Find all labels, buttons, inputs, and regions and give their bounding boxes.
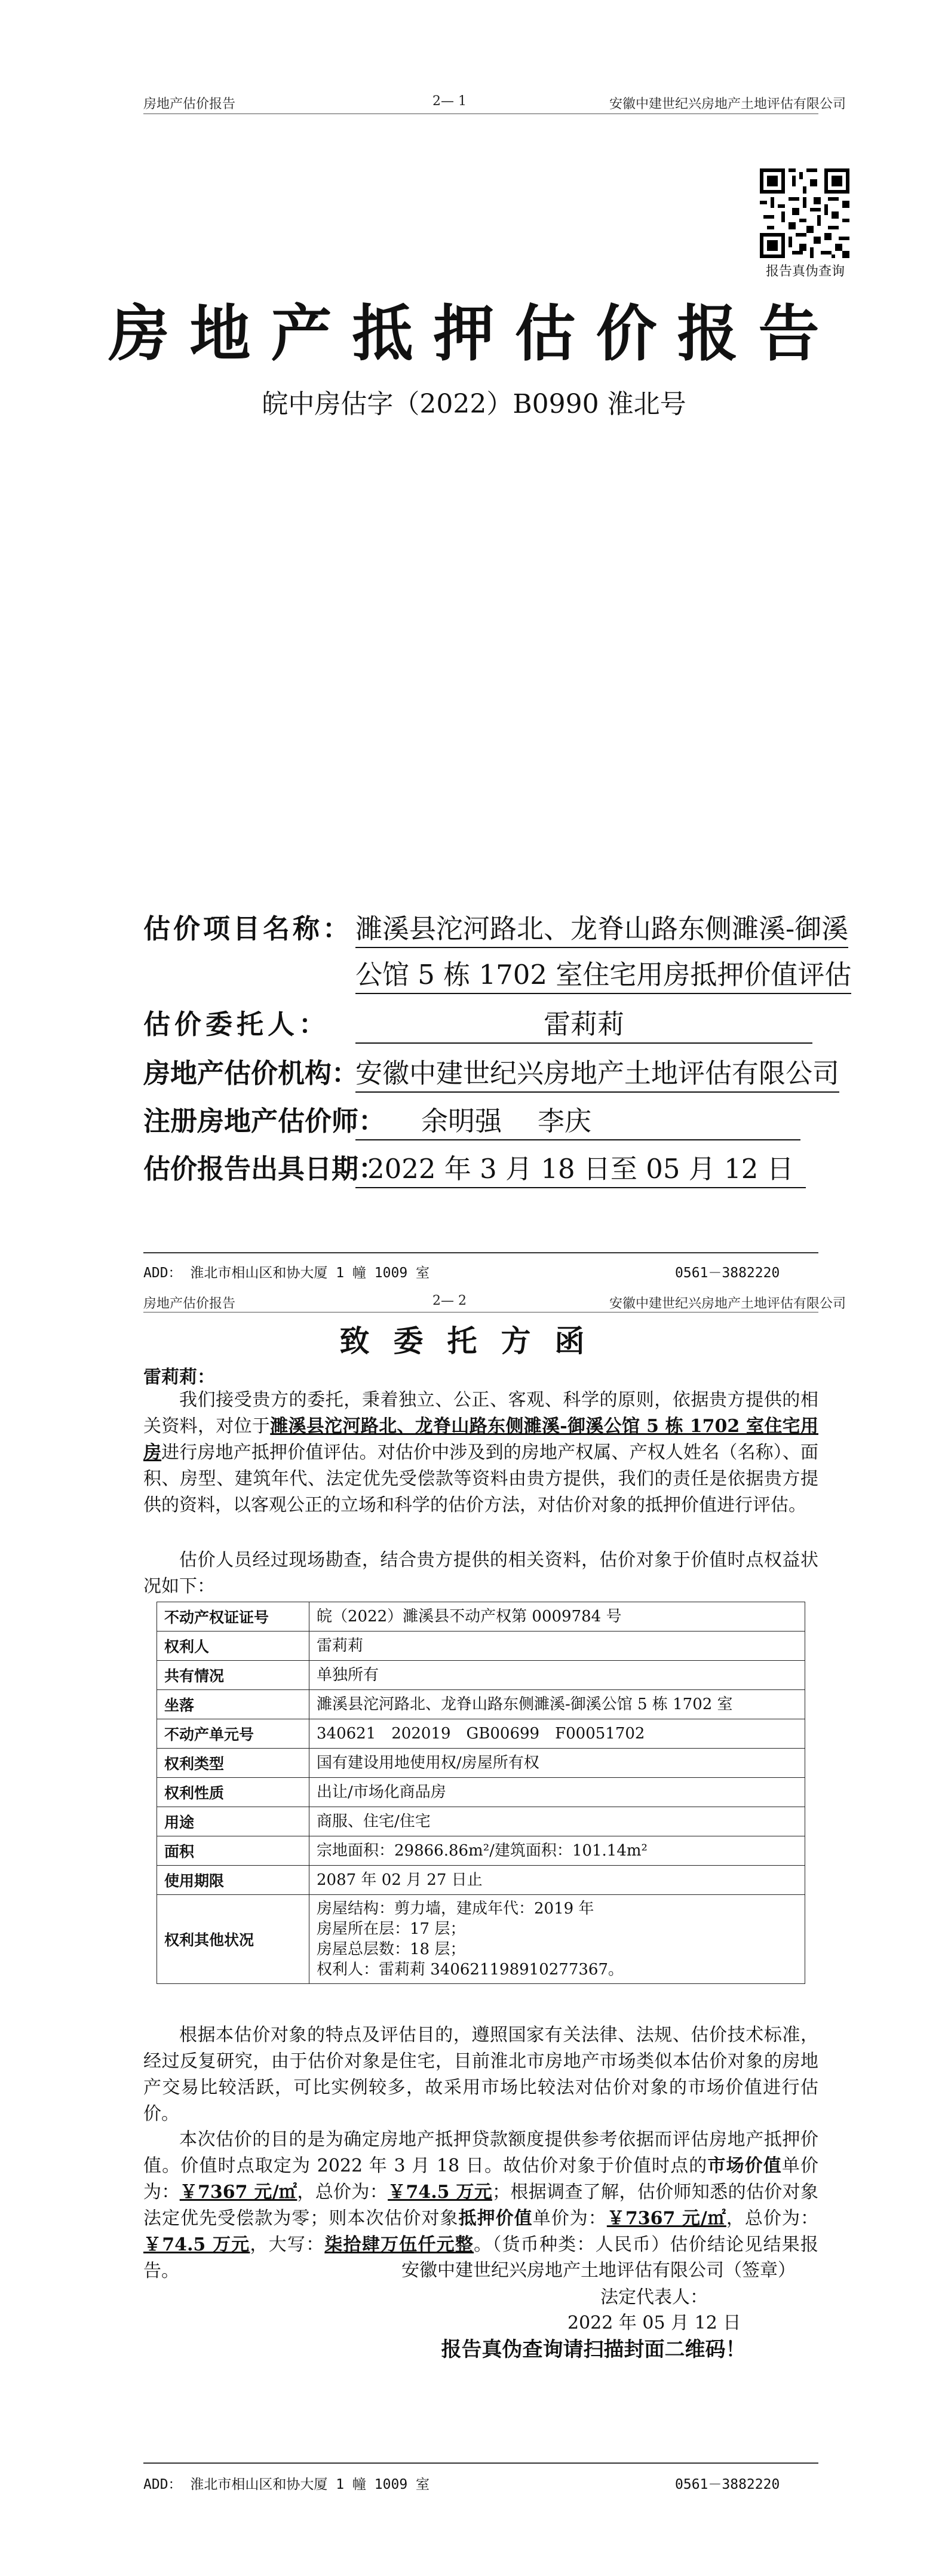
mortgage-unit-price: ￥7367 元/㎡ (606, 2208, 726, 2229)
report-title: 房地产抵押估价报告 (108, 298, 840, 370)
client-row (143, 1002, 812, 1044)
intro-property-address: 濉溪县沱河路北、龙脊山路东侧濉溪-御溪公馆 5 栋 1702 室住宅用房 (143, 1416, 818, 1463)
appraiser-values (355, 1099, 800, 1140)
issue-date-label: 估价报告出具日期： (143, 1153, 386, 1185)
intro-text-a: 我们接受贵方的委托，秉着独立、公正、客观、科学的原则，依据贵方提供的相关资料，对位于 (143, 1390, 818, 1437)
appraiser-1: 余明强 (421, 1105, 502, 1137)
market-value-label: 市场价值 (707, 2155, 782, 2176)
table-value: 雷莉莉 (309, 1632, 805, 1661)
table-row (157, 1778, 805, 1807)
project-name-row-2 (355, 953, 851, 994)
project-name-row (143, 907, 848, 948)
table-key: 权利性质 (157, 1778, 309, 1807)
agency-label: 房地产估价机构： (143, 1057, 359, 1089)
market-total-price: ￥74.5 万元 (388, 2182, 493, 2203)
table-row (157, 1807, 805, 1836)
table-key: 权利人 (157, 1632, 309, 1661)
page2-footer-phone: 0561－3882220 (675, 2477, 780, 2492)
table-value-multiline (309, 1895, 805, 1984)
page2-header-page-number: 2— 2 (432, 1293, 467, 1308)
legal-representative: 法定代表人： (600, 2287, 708, 2308)
table-value: 2087 年 02 月 27 日止 (309, 1866, 805, 1895)
table-value: 濉溪县沱河路北、龙脊山路东侧濉溪-御溪公馆 5 栋 1702 室 (309, 1690, 805, 1719)
table-value: 单独所有 (309, 1661, 805, 1690)
appraiser-row (143, 1099, 800, 1140)
property-rights-table (157, 1602, 805, 1984)
table-key: 权利其他状况 (157, 1895, 309, 1984)
project-name-label: 估价项目名称： (143, 913, 353, 944)
other-line-total-floors: 房屋总层数：18 层； (317, 1940, 466, 1958)
table-value: 宗地面积：29866.86m²/建筑面积：101.14m² (309, 1836, 805, 1866)
page2-header-right: 安徽中建世纪兴房地产土地评估有限公司 (609, 1296, 846, 1311)
page1-header-right: 安徽中建世纪兴房地产土地评估有限公司 (609, 97, 846, 112)
table-key: 用途 (157, 1807, 309, 1836)
survey-text: 估价人员经过现场勘查，结合贵方提供的相关资料，估价对象于价值时点权益状况如下： (143, 1550, 818, 1597)
value-text-b: 单价为： (143, 2155, 819, 2203)
table-row (157, 1866, 805, 1895)
table-key: 共有情况 (157, 1661, 309, 1690)
agency-row (143, 1051, 839, 1093)
verification-note: 报告真伪查询请扫描封面二维码！ (441, 2338, 746, 2362)
method-paragraph (143, 2022, 818, 2127)
table-row (157, 1719, 805, 1749)
other-line-structure: 房屋结构：剪力墙，建成年代：2019 年 (317, 1900, 594, 1918)
value-text-e: 单价为： (532, 2208, 607, 2229)
table-row (157, 1661, 805, 1690)
table-key: 权利类型 (157, 1749, 309, 1778)
table-value: 出让/市场化商品房 (309, 1778, 805, 1807)
page1-header-left: 房地产估价报告 (143, 97, 236, 112)
value-text-a: 本次估价的目的是为确定房地产抵押贷款额度提供参考依据而评估房地产抵押价值。价值时点取定为 2022 年 3 月 18 日。故估价对象于价值时点的 (143, 2129, 818, 2176)
table-key: 不动产权证证号 (157, 1602, 309, 1632)
table-value: 商服、住宅/住宅 (309, 1807, 805, 1836)
value-text-f: ，总价为： (726, 2208, 819, 2229)
page2-header-left: 房地产估价报告 (143, 1296, 236, 1311)
intro-text-b: 进行房地产抵押价值评估。对估价中涉及到的房地产权属、产权人姓名（名称）、面积、房型、建筑年代、法定优先受偿款等资料由贵方提供，我们的责任是依据贵方提供的资料，以客观公正的立场和科学的估价方法，对估价对象的抵押价值进行评估。 (143, 1442, 819, 1516)
table-row (157, 1602, 805, 1632)
project-name-value: 濉溪县沱河路北、龙脊山路东侧濉溪-御溪 (355, 907, 848, 948)
page2-footer-rule (143, 2462, 818, 2464)
mortgage-total-price: ￥74.5 万元 (143, 2234, 250, 2255)
qr-caption: 报告真伪查询 (765, 264, 845, 279)
page1-header-page-number: 2— 1 (432, 94, 467, 109)
table-value: 皖（2022）濉溪县不动产权第 0009784 号 (309, 1602, 805, 1632)
page1-footer (143, 1262, 818, 1281)
table-key: 面积 (157, 1836, 309, 1866)
value-text-g: ，大写： (250, 2234, 325, 2255)
value-text-c: ，总价为： (297, 2182, 388, 2203)
page2-footer (143, 2473, 818, 2493)
appraiser-2: 李庆 (538, 1105, 592, 1137)
method-text: 根据本估价对象的特点及评估目的，遵照国家有关法律、法规、估价技术标准，经过反复研究，由于估价对象是住宅，目前淮北市房地产市场类似本估价对象的房地产交易比较活跃，可比实例较多，故采用市场比较法对估价对象的市场价值进行估价。 (143, 2025, 818, 2124)
report-number: 皖中房估字（2022）B0990 淮北号 (262, 389, 686, 419)
client-label: 估价委托人： (143, 1008, 330, 1040)
other-line-floor: 房屋所在层：17 层； (317, 1920, 466, 1938)
survey-paragraph (143, 1547, 818, 1600)
page1-footer-phone: 0561－3882220 (675, 1265, 780, 1281)
project-name-value-line2: 公馆 5 栋 1702 室住宅用房抵押价值评估 (355, 953, 851, 994)
page1-footer-rule (143, 1252, 818, 1253)
market-unit-price: ￥7367 元/㎡ (179, 2182, 297, 2203)
issue-date-value: 2022 年 3 月 18 日至 05 月 12 日 (355, 1147, 806, 1188)
table-key: 使用期限 (157, 1866, 309, 1895)
total-in-words: 柒拾肆万伍仟元整 (324, 2234, 474, 2255)
issue-date-row (143, 1147, 806, 1188)
letter-salutation: 雷莉莉： (143, 1367, 215, 1388)
table-row (157, 1836, 805, 1866)
table-row (157, 1632, 805, 1661)
table-row (157, 1749, 805, 1778)
table-row (157, 1690, 805, 1719)
page2-footer-address: ADD： 淮北市相山区和协大厦 1 幢 1009 室 (143, 2477, 430, 2492)
appraiser-label: 注册房地产估价师： (143, 1105, 386, 1137)
signature-company: 安徽中建世纪兴房地产土地评估有限公司（签章） (401, 2260, 796, 2281)
page1-footer-address: ADD： 淮北市相山区和协大厦 1 幢 1009 室 (143, 1265, 430, 1281)
agency-value: 安徽中建世纪兴房地产土地评估有限公司 (355, 1051, 839, 1093)
value-text-d: ；根据调查了解，估价师知悉的估价对象法定优先受偿款为零；则本次估价对象 (143, 2182, 819, 2229)
letter-intro-paragraph (143, 1387, 818, 1519)
table-key: 坐落 (157, 1690, 309, 1719)
table-value: 340621 202019 GB00699 F00051702 (309, 1719, 805, 1749)
other-line-owner-id: 权利人：雷莉莉 340621198910277367。 (317, 1961, 624, 1979)
table-row (157, 1895, 805, 1984)
signature-date: 2022 年 05 月 12 日 (567, 2313, 741, 2333)
letter-title: 致委托方函 (339, 1323, 609, 1358)
mortgage-value-label: 抵押价值 (458, 2208, 533, 2229)
client-value: 雷莉莉 (355, 1002, 812, 1044)
table-value: 国有建设用地使用权/房屋所有权 (309, 1749, 805, 1778)
qr-code-icon[interactable] (760, 168, 849, 258)
table-key: 不动产单元号 (157, 1719, 309, 1749)
value-text-h: 。（货币种类：人民币）估价结论见结果报告。 (143, 2234, 819, 2281)
